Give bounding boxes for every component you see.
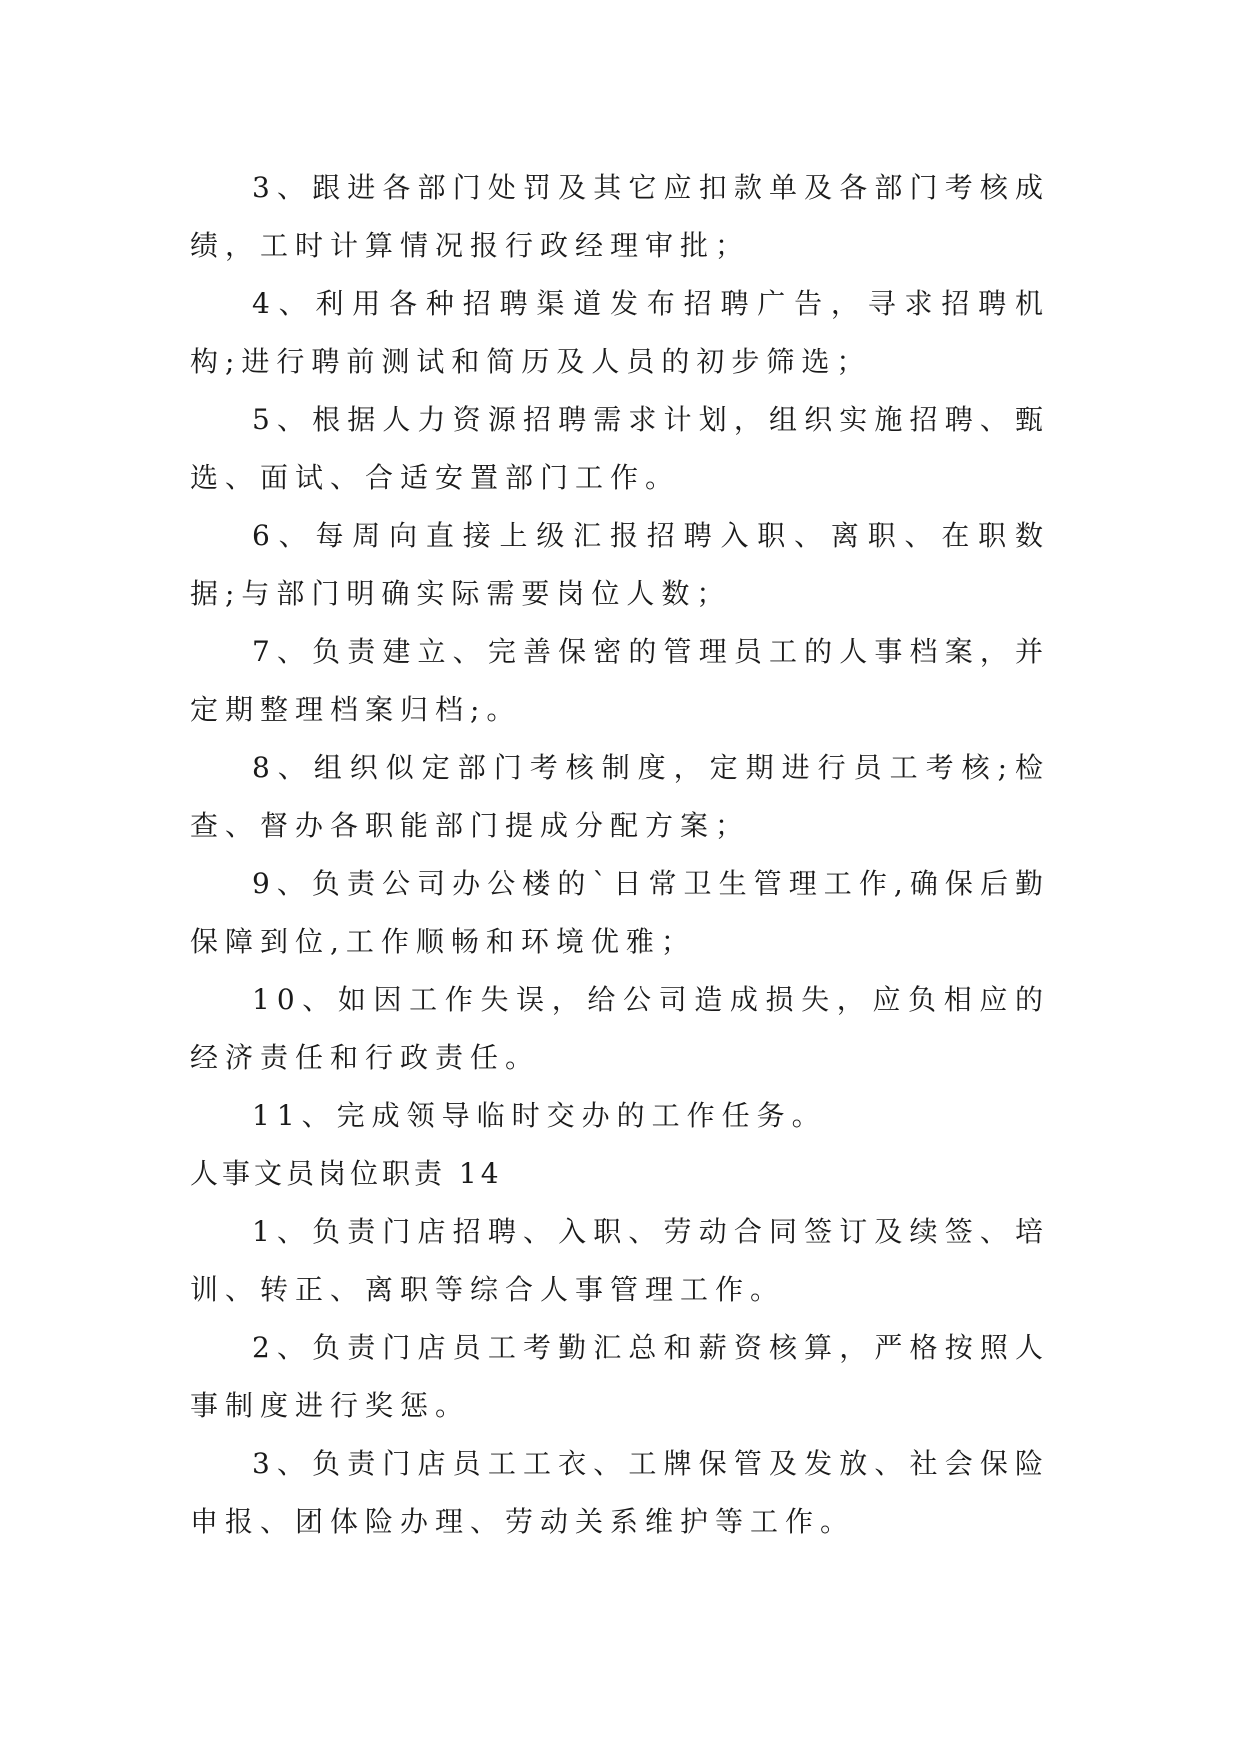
paragraph-item-6: 6、每周向直接上级汇报招聘入职、离职、在职数据;与部门明确实际需要岗位人数；: [190, 519, 1050, 610]
duty-item-1: 1、负责门店招聘、入职、劳动合同签订及续签、培训、转正、离职等综合人事管理工作。: [190, 1215, 1050, 1306]
paragraph-item-4: 4、利用各种招聘渠道发布招聘广告，寻求招聘机构;进行聘前测试和简历及人员的初步筛选；: [190, 287, 1050, 378]
paragraph-item-3: 3、跟进各部门处罚及其它应扣款单及各部门考核成绩，工时计算情况报行政经理审批；: [190, 171, 1050, 262]
duty-item-2: 2、负责门店员工考勤汇总和薪资核算，严格按照人事制度进行奖惩。: [190, 1331, 1050, 1422]
document-body: [190, 159, 1050, 1551]
paragraph-item-7: 7、负责建立、完善保密的管理员工的人事档案，并定期整理档案归档;。: [190, 635, 1050, 726]
paragraph-item-5: 5、根据人力资源招聘需求计划，组织实施招聘、甄选、面试、合适安置部门工作。: [190, 403, 1050, 494]
section-heading: 人事文员岗位职责 14: [190, 1157, 503, 1190]
paragraph-item-10: 10、如因工作失误，给公司造成损失，应负相应的经济责任和行政责任。: [190, 983, 1050, 1074]
paragraph-item-9: 9、负责公司办公楼的`日常卫生管理工作,确保后勤保障到位,工作顺畅和环境优雅；: [190, 867, 1050, 958]
paragraph-item-11: 11、完成领导临时交办的工作任务。: [252, 1099, 827, 1132]
paragraph-item-8: 8、组织似定部门考核制度，定期进行员工考核;检查、督办各职能部门提成分配方案；: [190, 751, 1050, 842]
duty-item-3: 3、负责门店员工工衣、工牌保管及发放、社会保险申报、团体险办理、劳动关系维护等工作。: [190, 1447, 1050, 1538]
